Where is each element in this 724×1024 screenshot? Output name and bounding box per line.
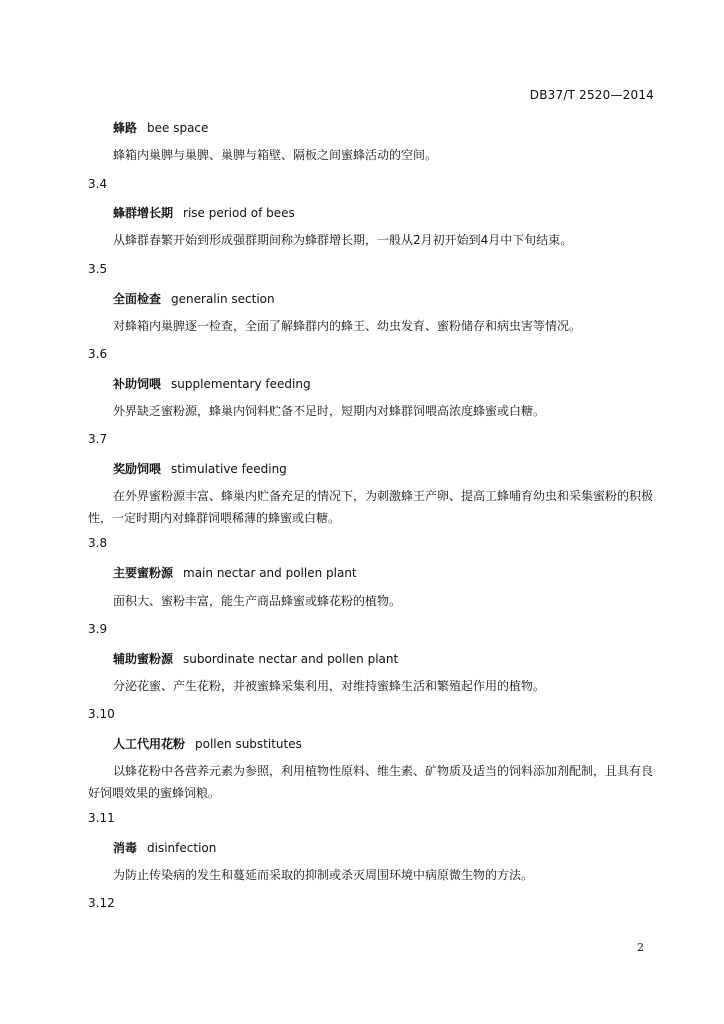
term-chinese: 补助饲喂 [113,377,162,391]
term-chinese: 蜂路 [113,121,138,135]
term-definition: 分泌花蜜、产生花粉，并被蜜蜂采集利用，对维持蜜蜂生活和繁殖起作用的植物。 [113,679,546,693]
term-definition: 对蜂箱内巢脾逐一检查，全面了解蜂群内的蜂王、幼虫发育、蜜粉储存和病虫害等情况。 [113,319,582,333]
clause-number: 3.5 [88,262,108,276]
page-number: 2 [637,941,644,954]
term-english: pollen substitutes [195,737,302,751]
term-chinese: 人工代用花粉 [113,737,186,751]
clause-number: 3.10 [88,707,115,721]
term-english: main nectar and pollen plant [183,566,357,580]
clause-number: 3.12 [88,896,115,910]
document-code: DB37/T 2520—2014 [529,88,654,102]
term-chinese: 奖励饲喂 [113,462,162,476]
term-english: rise period of bees [183,206,295,220]
clause-number: 3.11 [88,811,115,825]
term-definition: 外界缺乏蜜粉源，蜂巢内饲料贮备不足时，短期内对蜂群饲喂高浓度蜂蜜或白糖。 [113,404,546,418]
term-heading [113,204,295,221]
term-chinese: 消毒 [113,841,138,855]
term-definition: 以蜂花粉中各营养元素为参照，利用植物性原料、维生素、矿物质及适当的饲料添加剂配制，且具有良好饲喂效果的蜜蜂饲粮。 [88,764,654,800]
term-heading [113,735,302,752]
term-heading [113,460,287,477]
term-chinese: 全面检查 [113,292,162,306]
term-english: supplementary feeding [171,377,311,391]
term-heading [113,650,398,667]
term-chinese: 主要蜜粉源 [113,566,174,580]
term-english: stimulative feeding [171,462,287,476]
term-definition: 在外界蜜粉源丰富、蜂巢内贮备充足的情况下，为刺激蜂王产卵、提高工蜂哺育幼虫和采集蜜粉的积极性，一定时期内对蜂群饲喂稀薄的蜂蜜或白糖。 [88,489,654,525]
term-heading [113,839,216,856]
clause-number: 3.9 [88,622,108,636]
term-english: bee space [147,121,209,135]
term-definition: 为防止传染病的发生和蔓延而采取的抑制或杀灭周围环境中病原微生物的方法。 [113,868,534,882]
clause-number: 3.8 [88,536,108,550]
clause-number: 3.4 [88,177,108,191]
term-heading [113,375,311,392]
term-chinese: 蜂群增长期 [113,206,174,220]
term-english: subordinate nectar and pollen plant [183,652,399,666]
term-chinese: 辅助蜜粉源 [113,652,174,666]
clause-number: 3.6 [88,347,108,361]
term-heading [113,564,357,581]
clause-number: 3.7 [88,432,108,446]
term-heading [113,290,275,307]
term-heading [113,119,208,136]
term-definition: 从蜂群春繁开始到形成强群期间称为蜂群增长期，一般从2月初开始到4月中下旬结束。 [113,233,573,247]
term-definition: 面积大、蜜粉丰富，能生产商品蜂蜜或蜂花粉的植物。 [113,594,402,608]
term-definition: 蜂箱内巢脾与巢脾、巢脾与箱壁、隔板之间蜜蜂活动的空间。 [113,148,438,162]
term-english: generalin section [171,292,275,306]
term-english: disinfection [147,841,217,855]
